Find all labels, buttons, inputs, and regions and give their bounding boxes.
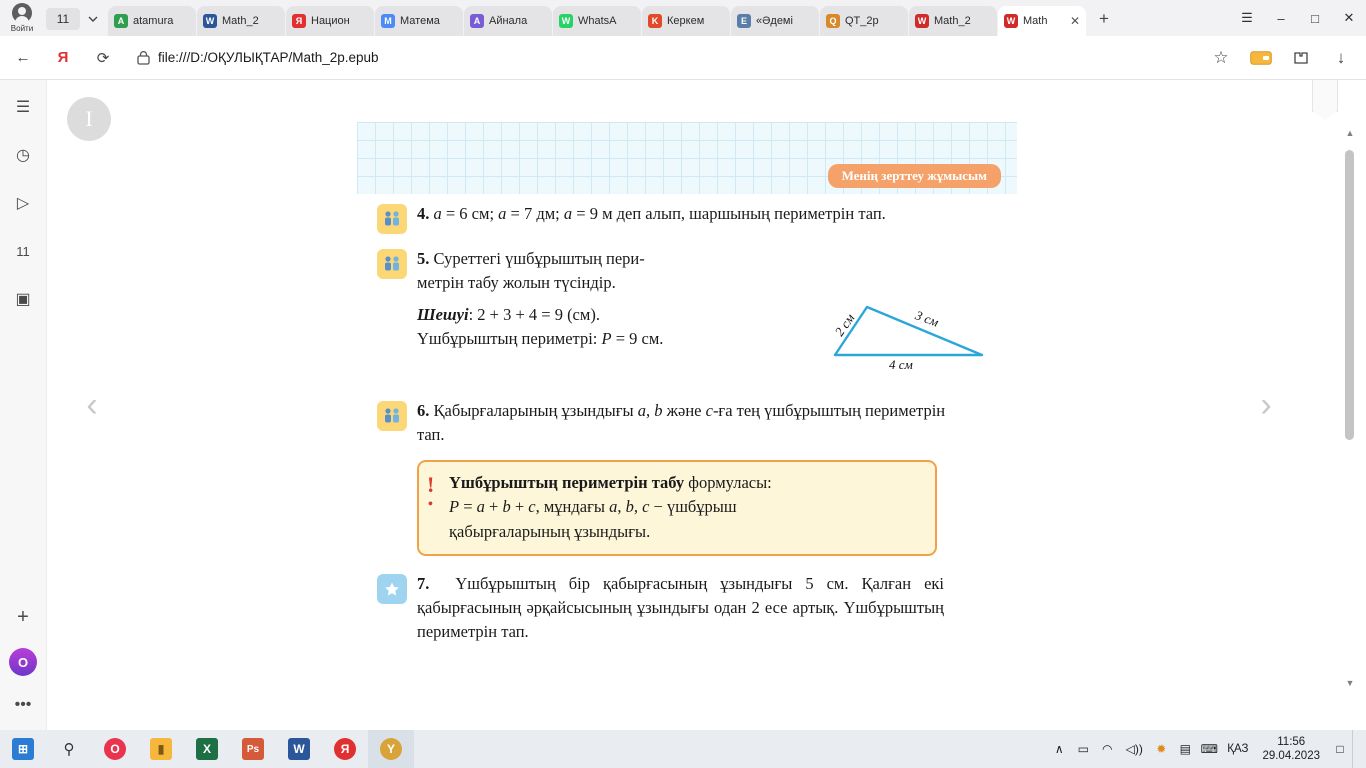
page-indicator-badge: I (67, 97, 111, 141)
screenshot-icon[interactable]: ▣ (15, 291, 31, 308)
taskbar-excel[interactable] (184, 730, 230, 768)
clock-time: 11:56 (1277, 735, 1306, 748)
battery-icon[interactable]: ▭ (1077, 742, 1089, 756)
profile-label: Войти (10, 24, 34, 33)
tab-label: WhatsA (578, 15, 617, 27)
tab-label: Айнала (489, 15, 528, 27)
exclamation-icon: ! (427, 471, 435, 497)
pair-work-icon (377, 249, 407, 279)
window-controls (1230, 0, 1366, 36)
add-sidebar-icon[interactable]: + (17, 605, 29, 628)
excel-icon: X (196, 738, 218, 760)
language-indicator[interactable]: ҚАЗ (1227, 743, 1249, 755)
yandex-search-icon[interactable]: Я (57, 49, 69, 66)
volume-icon[interactable]: ◁)) (1125, 742, 1143, 756)
page-grid-header (357, 122, 1017, 194)
page-body (357, 194, 1017, 644)
tab-label: Math_2 (222, 15, 259, 27)
browser-toolbar (0, 36, 1366, 80)
user-avatar-icon (12, 3, 32, 23)
wallet-icon[interactable] (1244, 41, 1278, 75)
vertical-scrollbar[interactable] (1344, 128, 1356, 688)
sidebar-rail (0, 80, 47, 730)
next-page-button[interactable]: › (1260, 385, 1272, 424)
tab-favicon: K (648, 14, 662, 28)
windows-taskbar (0, 730, 1366, 768)
exercise-5-solution (417, 303, 663, 351)
reader-content (47, 80, 1366, 730)
tabs-count-icon[interactable]: 11 (16, 243, 30, 259)
tab-1[interactable] (197, 6, 285, 36)
chevron-down-icon[interactable] (82, 8, 104, 30)
tab-favicon: W (559, 14, 573, 28)
formula-title-suffix: формуласы: (684, 472, 772, 492)
exercise-5-text: 5. Суреттегі үшбұрыштың пери- метрін табу жолын түсіндір. Шешуі: 2 + 3 + 4 = 9 (см). Үшбұрыштың периметрі: P = 9 см. (417, 247, 663, 351)
shield-icon[interactable]: ✹ (1156, 742, 1167, 756)
tab-label: Math (1023, 15, 1048, 27)
tab-2[interactable] (286, 6, 374, 36)
media-icon[interactable]: ▷ (16, 195, 30, 212)
exercise-6-text: 6. Қабырғаларының ұзындығы a, b және c-ға тең үшбұрыштың периметрін тап. (417, 400, 946, 444)
yandex-browser-active-icon: Y (380, 738, 402, 760)
taskbar-yandex-browser[interactable] (368, 730, 414, 768)
tab-favicon: E (737, 14, 751, 28)
start-button[interactable] (0, 730, 46, 768)
yandex-icon: Я (334, 738, 356, 760)
tab-6[interactable] (642, 6, 730, 36)
bookmark-ribbon-icon (1312, 80, 1338, 112)
back-icon[interactable]: ← (15, 49, 31, 66)
menu-icon[interactable]: ☰ (1241, 10, 1253, 25)
pair-work-icon (377, 204, 407, 234)
triangle-label-right: 3 см (913, 307, 941, 330)
tab-favicon: W (1004, 14, 1018, 28)
word-icon: W (288, 738, 310, 760)
tab-favicon: W (203, 14, 217, 28)
tab-label: QT_2p (845, 15, 879, 27)
tab-label: Math_2 (934, 15, 971, 27)
exercise-7 (377, 572, 997, 644)
address-bar[interactable] (132, 43, 1186, 73)
formula-line-2: P = a + b + c, мұндағы a, b, c − үшбұрыш (449, 497, 737, 517)
tab-favicon: M (381, 14, 395, 28)
solution-line-1: : 2 + 3 + 4 = 9 (см). (468, 304, 600, 324)
start-icon: ⊞ (12, 738, 34, 760)
system-tray (1047, 730, 1366, 768)
minimize-button[interactable]: – (1277, 10, 1285, 26)
tab-10-active[interactable] (998, 6, 1086, 36)
extensions-icon[interactable] (1284, 41, 1318, 75)
close-window-button[interactable]: ✕ (1343, 10, 1355, 25)
clock-date: 29.04.2023 (1262, 750, 1320, 762)
scrollbar-thumb[interactable] (1345, 150, 1354, 440)
tab-favicon: A (114, 14, 128, 28)
tab-4[interactable] (464, 6, 552, 36)
photoshop-icon: Ps (242, 738, 264, 760)
profile-button[interactable] (0, 0, 44, 36)
tray-chevron-icon[interactable]: ∧ (1054, 742, 1064, 756)
book-page (357, 122, 1017, 649)
triangle-label-bottom: 4 см (889, 357, 913, 372)
clock[interactable] (1262, 735, 1320, 764)
tab-0[interactable] (108, 6, 196, 36)
previous-page-button[interactable]: ‹ (86, 385, 98, 424)
formula-line-3: қабырғаларының ұзындығы. (449, 522, 651, 542)
tab-8[interactable] (820, 6, 908, 36)
tab-label: Национ (311, 15, 350, 27)
page-info-icon[interactable] (132, 47, 154, 69)
tab-favicon: Q (826, 14, 840, 28)
tab-label: «Әдемі (756, 15, 793, 27)
section-title-ribbon: Менің зерттеу жұмысым (828, 164, 1001, 188)
tab-favicon: W (915, 14, 929, 28)
bookmark-icon[interactable]: ☆ (1213, 47, 1229, 67)
tab-7[interactable] (731, 6, 819, 36)
tab-favicon: A (470, 14, 484, 28)
taskbar-opera[interactable] (92, 730, 138, 768)
tab-counter[interactable]: 11 (46, 8, 80, 30)
more-options-icon[interactable]: ••• (14, 696, 32, 713)
reload-icon[interactable]: ⟳ (96, 49, 110, 67)
taskbar-explorer[interactable] (138, 730, 184, 768)
exercise-7-text: 7. Үшбұрыштың бір қабырғасының ұзындығы 5 см. Қалған екі қабырғасының әрқайсысының ұзындығы одан 2 есе артық. Үшбұрыштың периметрін тап. (417, 573, 944, 641)
tab-label: Матема (400, 15, 440, 27)
solution-line-2: Үшбұрыштың периметрі: P = 9 см. (417, 328, 664, 348)
search-button[interactable] (46, 730, 92, 768)
tab-strip (0, 0, 1366, 36)
formula-title: Үшбұрыштың периметрін табу (449, 472, 685, 492)
downloads-icon[interactable]: ↓ (1336, 47, 1346, 67)
tab-3[interactable] (375, 6, 463, 36)
tab-label: Керкем (667, 15, 705, 27)
wifi-icon[interactable]: ◠ (1102, 742, 1113, 756)
star-task-icon (377, 574, 407, 604)
maximize-button[interactable]: □ (1311, 10, 1319, 26)
tab-label: atamura (133, 15, 174, 27)
exercise-4-text: 4. a = 6 см; a = 7 дм; a = 9 м деп алып, шаршының периметрін тап. (417, 204, 886, 223)
screen-icon[interactable]: ▤ (1179, 742, 1191, 756)
triangle-figure (827, 299, 997, 379)
exercise-4 (377, 202, 997, 234)
exclamation-icon-2: • (428, 496, 433, 512)
notes-icon[interactable]: ☰ (15, 99, 31, 116)
exercise-6 (377, 399, 997, 447)
close-icon[interactable]: ✕ (1069, 14, 1080, 28)
taskbar-word[interactable] (276, 730, 322, 768)
opera-logo-icon[interactable]: O (9, 648, 37, 676)
new-tab-button[interactable]: + (1099, 9, 1109, 28)
pair-work-icon (377, 401, 407, 431)
search-icon: ⚲ (63, 741, 75, 758)
rail-bottom-group (6, 600, 40, 730)
url-text: file:///D:/ОҚУЛЫҚТАР/Math_2p.epub (158, 50, 379, 65)
formula-callout (417, 460, 937, 556)
opera-icon: O (104, 738, 126, 760)
scroll-up-icon[interactable]: ▲ (1345, 128, 1355, 138)
history-icon[interactable]: ◷ (16, 147, 30, 164)
tab-5[interactable] (553, 6, 641, 36)
tab-9[interactable] (909, 6, 997, 36)
taskbar-yandex[interactable] (322, 730, 368, 768)
file-explorer-icon: ▮ (150, 738, 172, 760)
show-desktop-button[interactable] (1352, 730, 1358, 768)
keyboard-icon[interactable]: ⌨ (1200, 742, 1218, 756)
notifications-icon[interactable]: □ (1336, 742, 1344, 756)
exercise-5 (377, 247, 997, 372)
scroll-down-icon[interactable]: ▼ (1345, 678, 1355, 688)
taskbar-photoshop[interactable] (230, 730, 276, 768)
triangle-label-left: 2 см (831, 310, 858, 339)
solution-label: Шешуі (417, 304, 469, 324)
tab-favicon: Я (292, 14, 306, 28)
